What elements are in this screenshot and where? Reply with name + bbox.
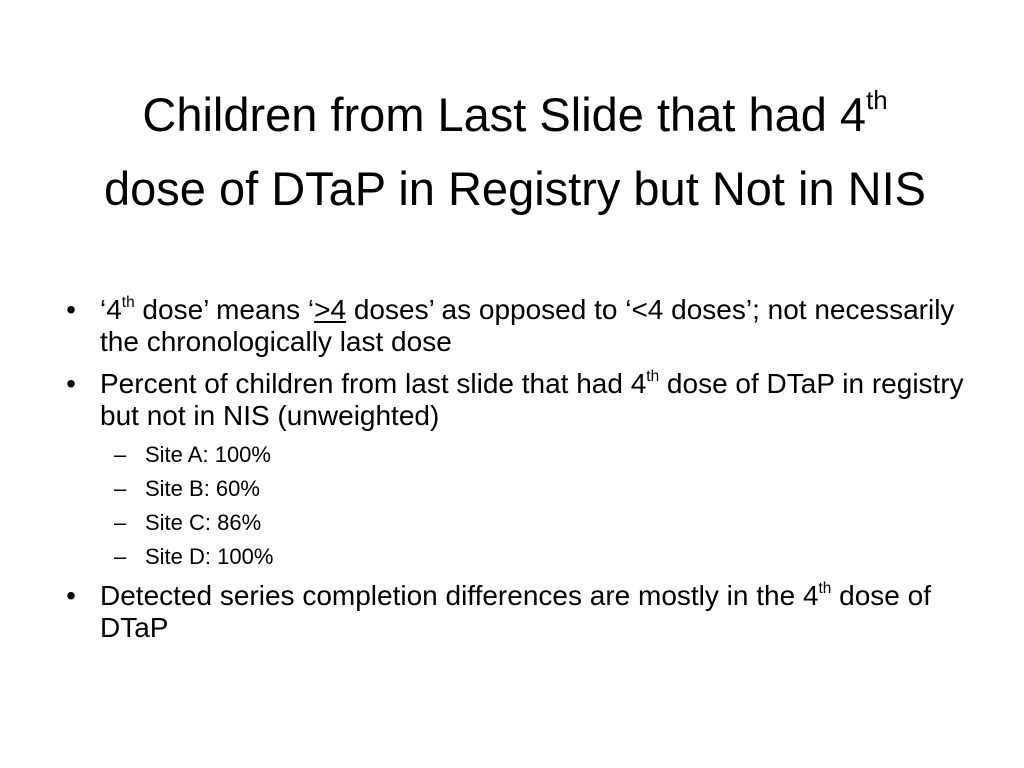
bullet-marker: •: [66, 580, 76, 611]
underlined-text: >4: [314, 294, 347, 325]
title-text-start: Children from Last Slide that had 4: [142, 88, 867, 141]
sub-bullet-item: [56, 544, 976, 570]
bullet-superscript: th: [646, 368, 660, 386]
bullet-marker: •: [66, 294, 76, 325]
sub-bullet-item: [56, 442, 976, 468]
bullet-item: [56, 294, 976, 358]
bullet-text: [100, 580, 931, 643]
bullet-superscript: th: [121, 294, 135, 312]
dash-marker: –: [114, 544, 127, 569]
bullet-superscript: th: [818, 580, 832, 598]
sub-bullet-text: Site A: 100%: [145, 442, 271, 467]
bullet-item: [56, 580, 976, 644]
slide-title: [40, 78, 990, 226]
bullet-marker: •: [66, 368, 76, 399]
dash-marker: –: [114, 442, 127, 467]
dash-marker: –: [114, 476, 127, 501]
title-superscript: th: [866, 87, 888, 116]
bullet-text-part: Percent of children from last slide that had 4: [100, 368, 647, 399]
sub-bullet-text: Site D: 100%: [145, 544, 274, 569]
bullet-text-part: doses’ as opposed to ‘<4 doses’; not necessarily the chronologically last dose: [100, 294, 955, 357]
sub-bullet-text: Site B: 60%: [145, 476, 260, 501]
sub-bullet-list: [56, 442, 976, 570]
dash-marker: –: [114, 510, 127, 535]
bullet-text-part: dose of DTaP: [100, 580, 931, 643]
sub-bullet-item: [56, 510, 976, 536]
sub-bullet-text: Site C: 86%: [145, 510, 262, 535]
bullet-text: [100, 368, 964, 431]
bullet-text: [100, 294, 954, 357]
bullet-text-part: dose of DTaP in registry but not in NIS (unweighted): [100, 368, 964, 431]
slide-body: [56, 294, 976, 654]
title-text-end: dose of DTaP in Registry but Not in NIS: [103, 162, 927, 215]
bullet-text-part: dose’ means ‘: [134, 294, 315, 325]
bullet-text-part: ‘4: [100, 294, 122, 325]
sub-bullet-item: [56, 476, 976, 502]
bullet-text-part: Detected series completion differences are mostly in the 4: [100, 580, 819, 611]
bullet-item: [56, 368, 976, 432]
